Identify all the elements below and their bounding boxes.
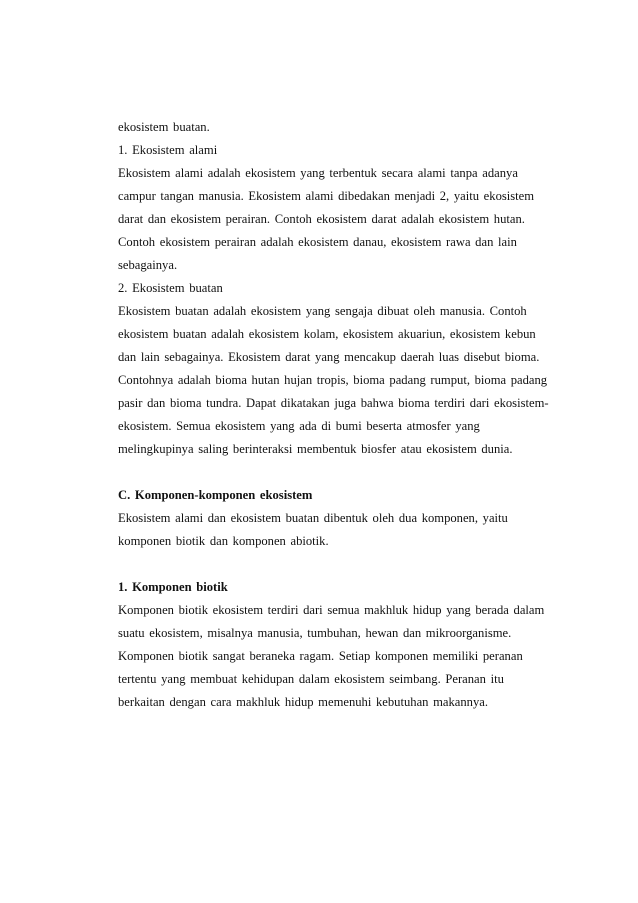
paragraph-line: Ekosistem buatan adalah ekosistem yang sengaja dibuat oleh manusia. Contoh (118, 304, 527, 318)
paragraph-line: pasir dan bioma tundra. Dapat dikatakan juga bahwa bioma terdiri dari ekosistem- (118, 396, 549, 410)
paragraph-line: Contoh ekosistem perairan adalah ekosistem danau, ekosistem rawa dan lain (118, 235, 517, 249)
paragraph-line: ekosistem. Semua ekosistem yang ada di bumi beserta atmosfer yang (118, 419, 480, 433)
subheading-ekosistem-alami: 1. Ekosistem alami (118, 143, 218, 157)
section-heading-komponen-biotik: 1. Komponen biotik (118, 580, 228, 594)
paragraph-spacer (118, 553, 558, 576)
paragraph-line: komponen biotik dan komponen abiotik. (118, 534, 329, 548)
paragraph-line: Ekosistem alami adalah ekosistem yang terbentuk secara alami tanpa adanya (118, 166, 518, 180)
document-body (118, 116, 558, 714)
paragraph-line: darat dan ekosistem perairan. Contoh ekosistem darat adalah ekosistem hutan. (118, 212, 525, 226)
paragraph-line: campur tangan manusia. Ekosistem alami dibedakan menjadi 2, yaitu ekosistem (118, 189, 535, 203)
paragraph-line: melingkupinya saling berinteraksi membentuk biosfer atau ekosistem dunia. (118, 442, 513, 456)
paragraph-line: Komponen biotik sangat beraneka ragam. Setiap komponen memiliki peranan (118, 649, 523, 663)
paragraph-line: berkaitan dengan cara makhluk hidup memenuhi kebutuhan makannya. (118, 695, 488, 709)
paragraph-line: Contohnya adalah bioma hutan hujan tropis, bioma padang rumput, bioma padang (118, 373, 548, 387)
section-heading-c: C. Komponen-komponen ekosistem (118, 488, 313, 502)
paragraph-line: sebagainya. (118, 258, 178, 272)
paragraph-line: dan lain sebagainya. Ekosistem darat yang mencakup daerah luas disebut bioma. (118, 350, 540, 364)
paragraph-line: suatu ekosistem, misalnya manusia, tumbuhan, hewan dan mikroorganisme. (118, 626, 512, 640)
paragraph-spacer (118, 461, 558, 484)
paragraph-line: ekosistem buatan. (118, 120, 210, 134)
paragraph-line: ekosistem buatan adalah ekosistem kolam, ekosistem akuariun, ekosistem kebun (118, 327, 536, 341)
paragraph-line: Ekosistem alami dan ekosistem buatan dibentuk oleh dua komponen, yaitu (118, 511, 508, 525)
paragraph-line: tertentu yang membuat kehidupan dalam ekosistem seimbang. Peranan itu (118, 672, 504, 686)
subheading-ekosistem-buatan: 2. Ekosistem buatan (118, 281, 223, 295)
paragraph-line: Komponen biotik ekosistem terdiri dari semua makhluk hidup yang berada dalam (118, 603, 545, 617)
